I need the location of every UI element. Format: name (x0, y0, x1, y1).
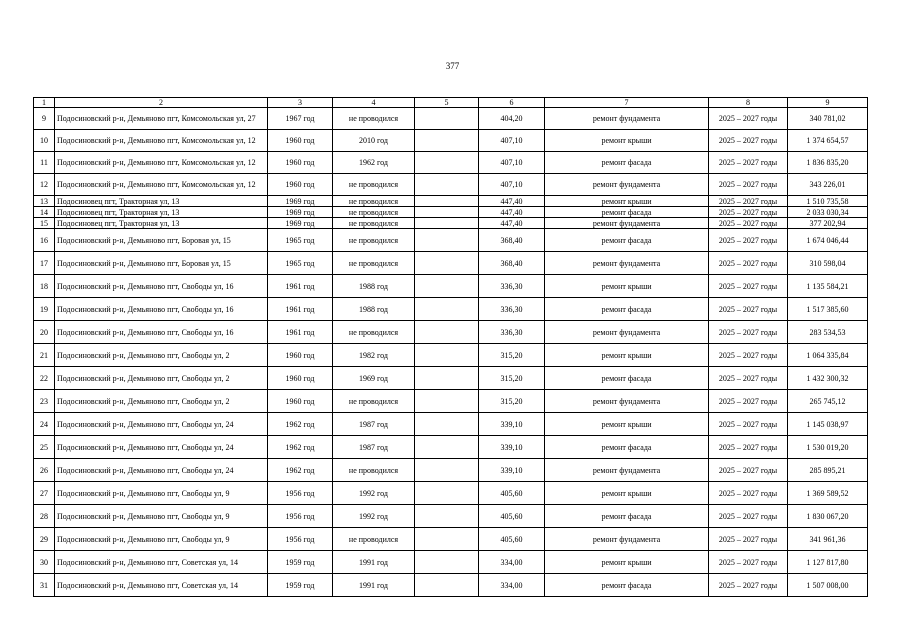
table-row (34, 108, 868, 130)
column-5-cell (415, 152, 479, 174)
column-number-row (34, 98, 868, 108)
construction-year-cell: 1960 год (268, 367, 333, 390)
last-repair-year-cell: не проводился (333, 459, 415, 482)
table-row (34, 574, 868, 597)
row-number: 30 (34, 551, 55, 574)
table-row (34, 196, 868, 207)
table-row (34, 275, 868, 298)
table-row (34, 218, 868, 229)
cost-cell: 265 745,12 (788, 390, 868, 413)
last-repair-year-cell: не проводился (333, 252, 415, 275)
address-cell: Подосиновский р-н, Демьяново пгт, Свободы ул, 16 (55, 298, 268, 321)
area-cell: 339,10 (479, 436, 545, 459)
column-5-cell (415, 528, 479, 551)
period-cell: 2025 – 2027 годы (709, 252, 788, 275)
address-cell: Подосиновец пгт, Тракторная ул, 13 (55, 196, 268, 207)
address-cell: Подосиновский р-н, Демьяново пгт, Свободы ул, 2 (55, 390, 268, 413)
area-cell: 315,20 (479, 344, 545, 367)
table-row (34, 367, 868, 390)
period-cell: 2025 – 2027 годы (709, 275, 788, 298)
table-row (34, 413, 868, 436)
address-cell: Подосиновский р-н, Демьяново пгт, Боровая ул, 15 (55, 252, 268, 275)
area-cell: 336,30 (479, 298, 545, 321)
work-type-cell: ремонт крыши (545, 196, 709, 207)
row-number: 10 (34, 130, 55, 152)
cost-cell: 1 064 335,84 (788, 344, 868, 367)
cost-cell: 1 507 008,00 (788, 574, 868, 597)
column-5-cell (415, 196, 479, 207)
construction-year-cell: 1960 год (268, 344, 333, 367)
period-cell: 2025 – 2027 годы (709, 207, 788, 218)
column-5-cell (415, 390, 479, 413)
area-cell: 315,20 (479, 390, 545, 413)
work-type-cell: ремонт крыши (545, 413, 709, 436)
address-cell: Подосиновский р-н, Демьяново пгт, Свободы ул, 2 (55, 367, 268, 390)
construction-year-cell: 1969 год (268, 196, 333, 207)
row-number: 24 (34, 413, 55, 436)
period-cell: 2025 – 2027 годы (709, 436, 788, 459)
work-type-cell: ремонт крыши (545, 482, 709, 505)
row-number: 17 (34, 252, 55, 275)
row-number: 13 (34, 196, 55, 207)
column-number: 9 (788, 98, 868, 108)
row-number: 14 (34, 207, 55, 218)
last-repair-year-cell: 1982 год (333, 344, 415, 367)
area-cell: 339,10 (479, 459, 545, 482)
column-5-cell (415, 174, 479, 196)
row-number: 25 (34, 436, 55, 459)
area-cell: 447,40 (479, 218, 545, 229)
column-5-cell (415, 482, 479, 505)
period-cell: 2025 – 2027 годы (709, 152, 788, 174)
cost-cell: 377 202,94 (788, 218, 868, 229)
row-number: 23 (34, 390, 55, 413)
work-type-cell: ремонт фундамента (545, 528, 709, 551)
last-repair-year-cell: 1991 год (333, 551, 415, 574)
construction-year-cell: 1962 год (268, 436, 333, 459)
cost-cell: 1 135 584,21 (788, 275, 868, 298)
last-repair-year-cell: 1987 год (333, 413, 415, 436)
area-cell: 334,00 (479, 574, 545, 597)
column-5-cell (415, 551, 479, 574)
last-repair-year-cell: не проводился (333, 174, 415, 196)
work-type-cell: ремонт фундамента (545, 459, 709, 482)
address-cell: Подосиновец пгт, Тракторная ул, 13 (55, 218, 268, 229)
last-repair-year-cell: 2010 год (333, 130, 415, 152)
page-number: 377 (445, 61, 460, 71)
table-row (34, 482, 868, 505)
work-type-cell: ремонт фасада (545, 436, 709, 459)
address-cell: Подосиновский р-н, Демьяново пгт, Комсомольская ул, 12 (55, 152, 268, 174)
cost-cell: 1 369 589,52 (788, 482, 868, 505)
area-cell: 404,20 (479, 108, 545, 130)
table-row (34, 505, 868, 528)
address-cell: Подосиновский р-н, Демьяново пгт, Свободы ул, 2 (55, 344, 268, 367)
work-type-cell: ремонт фундамента (545, 252, 709, 275)
period-cell: 2025 – 2027 годы (709, 551, 788, 574)
table-row (34, 207, 868, 218)
table-row (34, 551, 868, 574)
address-cell: Подосиновский р-н, Демьяново пгт, Комсомольская ул, 12 (55, 174, 268, 196)
cost-cell: 1 127 817,80 (788, 551, 868, 574)
period-cell: 2025 – 2027 годы (709, 344, 788, 367)
row-number: 28 (34, 505, 55, 528)
construction-year-cell: 1956 год (268, 528, 333, 551)
column-number: 2 (55, 98, 268, 108)
area-cell: 334,00 (479, 551, 545, 574)
period-cell: 2025 – 2027 годы (709, 174, 788, 196)
address-cell: Подосиновский р-н, Демьяново пгт, Свободы ул, 9 (55, 528, 268, 551)
cost-cell: 1 510 735,58 (788, 196, 868, 207)
area-cell: 368,40 (479, 229, 545, 252)
table-row (34, 174, 868, 196)
address-cell: Подосиновский р-н, Демьяново пгт, Свободы ул, 9 (55, 505, 268, 528)
area-cell: 405,60 (479, 528, 545, 551)
column-5-cell (415, 436, 479, 459)
cost-cell: 1 374 654,57 (788, 130, 868, 152)
column-5-cell (415, 207, 479, 218)
column-number: 6 (479, 98, 545, 108)
table-body (34, 98, 868, 597)
row-number: 12 (34, 174, 55, 196)
last-repair-year-cell: 1991 год (333, 574, 415, 597)
last-repair-year-cell: не проводился (333, 218, 415, 229)
construction-year-cell: 1967 год (268, 108, 333, 130)
work-type-cell: ремонт фасада (545, 505, 709, 528)
address-cell: Подосиновский р-н, Демьяново пгт, Свободы ул, 16 (55, 321, 268, 344)
cost-cell: 1 432 300,32 (788, 367, 868, 390)
cost-cell: 1 836 835,20 (788, 152, 868, 174)
column-5-cell (415, 344, 479, 367)
area-cell: 407,10 (479, 152, 545, 174)
column-number: 4 (333, 98, 415, 108)
last-repair-year-cell: 1962 год (333, 152, 415, 174)
construction-year-cell: 1960 год (268, 390, 333, 413)
construction-year-cell: 1962 год (268, 413, 333, 436)
table-row (34, 390, 868, 413)
column-5-cell (415, 108, 479, 130)
address-cell: Подосиновский р-н, Демьяново пгт, Свободы ул, 9 (55, 482, 268, 505)
address-cell: Подосиновский р-н, Демьяново пгт, Свободы ул, 24 (55, 413, 268, 436)
area-cell: 336,30 (479, 275, 545, 298)
table-row (34, 528, 868, 551)
address-cell: Подосиновский р-н, Демьяново пгт, Советская ул, 14 (55, 574, 268, 597)
work-type-cell: ремонт фасада (545, 152, 709, 174)
address-cell: Подосиновский р-н, Демьяново пгт, Комсомольская ул, 27 (55, 108, 268, 130)
address-cell: Подосиновский р-н, Демьяново пгт, Свободы ул, 16 (55, 275, 268, 298)
construction-year-cell: 1961 год (268, 321, 333, 344)
cost-cell: 1 530 019,20 (788, 436, 868, 459)
cost-cell: 285 895,21 (788, 459, 868, 482)
area-cell: 447,40 (479, 207, 545, 218)
address-cell: Подосиновский р-н, Демьяново пгт, Боровая ул, 15 (55, 229, 268, 252)
column-5-cell (415, 459, 479, 482)
column-5-cell (415, 298, 479, 321)
last-repair-year-cell: не проводился (333, 321, 415, 344)
period-cell: 2025 – 2027 годы (709, 482, 788, 505)
period-cell: 2025 – 2027 годы (709, 321, 788, 344)
cost-cell: 2 033 030,34 (788, 207, 868, 218)
column-number: 8 (709, 98, 788, 108)
work-type-cell: ремонт фасада (545, 207, 709, 218)
period-cell: 2025 – 2027 годы (709, 130, 788, 152)
construction-year-cell: 1969 год (268, 218, 333, 229)
cost-cell: 1 517 385,60 (788, 298, 868, 321)
last-repair-year-cell: 1992 год (333, 482, 415, 505)
period-cell: 2025 – 2027 годы (709, 505, 788, 528)
work-type-cell: ремонт крыши (545, 344, 709, 367)
work-type-cell: ремонт фасада (545, 229, 709, 252)
row-number: 9 (34, 108, 55, 130)
row-number: 11 (34, 152, 55, 174)
period-cell: 2025 – 2027 годы (709, 108, 788, 130)
table-row (34, 152, 868, 174)
row-number: 29 (34, 528, 55, 551)
period-cell: 2025 – 2027 годы (709, 459, 788, 482)
table-row (34, 321, 868, 344)
last-repair-year-cell: 1988 год (333, 275, 415, 298)
cost-cell: 1 674 046,44 (788, 229, 868, 252)
repair-schedule-table (33, 97, 868, 597)
construction-year-cell: 1961 год (268, 298, 333, 321)
column-5-cell (415, 218, 479, 229)
column-5-cell (415, 252, 479, 275)
column-number: 1 (34, 98, 55, 108)
construction-year-cell: 1965 год (268, 252, 333, 275)
column-5-cell (415, 130, 479, 152)
last-repair-year-cell: 1992 год (333, 505, 415, 528)
column-5-cell (415, 413, 479, 436)
row-number: 18 (34, 275, 55, 298)
row-number: 20 (34, 321, 55, 344)
work-type-cell: ремонт фасада (545, 367, 709, 390)
construction-year-cell: 1959 год (268, 551, 333, 574)
construction-year-cell: 1969 год (268, 207, 333, 218)
row-number: 16 (34, 229, 55, 252)
address-cell: Подосиновский р-н, Демьяново пгт, Свободы ул, 24 (55, 459, 268, 482)
work-type-cell: ремонт крыши (545, 130, 709, 152)
address-cell: Подосиновский р-н, Демьяново пгт, Советская ул, 14 (55, 551, 268, 574)
table-row (34, 130, 868, 152)
work-type-cell: ремонт фундамента (545, 390, 709, 413)
cost-cell: 310 598,04 (788, 252, 868, 275)
area-cell: 407,10 (479, 130, 545, 152)
work-type-cell: ремонт фундамента (545, 108, 709, 130)
area-cell: 447,40 (479, 196, 545, 207)
column-number: 7 (545, 98, 709, 108)
last-repair-year-cell: не проводился (333, 229, 415, 252)
column-5-cell (415, 275, 479, 298)
last-repair-year-cell: не проводился (333, 196, 415, 207)
column-5-cell (415, 229, 479, 252)
period-cell: 2025 – 2027 годы (709, 196, 788, 207)
row-number: 26 (34, 459, 55, 482)
work-type-cell: ремонт крыши (545, 275, 709, 298)
column-5-cell (415, 505, 479, 528)
column-5-cell (415, 574, 479, 597)
area-cell: 339,10 (479, 413, 545, 436)
period-cell: 2025 – 2027 годы (709, 413, 788, 436)
last-repair-year-cell: не проводился (333, 207, 415, 218)
construction-year-cell: 1965 год (268, 229, 333, 252)
cost-cell: 1 145 038,97 (788, 413, 868, 436)
work-type-cell: ремонт фундамента (545, 174, 709, 196)
period-cell: 2025 – 2027 годы (709, 229, 788, 252)
table-row (34, 436, 868, 459)
work-type-cell: ремонт крыши (545, 551, 709, 574)
period-cell: 2025 – 2027 годы (709, 390, 788, 413)
area-cell: 336,30 (479, 321, 545, 344)
period-cell: 2025 – 2027 годы (709, 218, 788, 229)
address-cell: Подосиновский р-н, Демьяново пгт, Комсомольская ул, 12 (55, 130, 268, 152)
row-number: 27 (34, 482, 55, 505)
work-type-cell: ремонт фундамента (545, 218, 709, 229)
last-repair-year-cell: 1969 год (333, 367, 415, 390)
cost-cell: 283 534,53 (788, 321, 868, 344)
row-number: 22 (34, 367, 55, 390)
period-cell: 2025 – 2027 годы (709, 298, 788, 321)
construction-year-cell: 1959 год (268, 574, 333, 597)
construction-year-cell: 1960 год (268, 152, 333, 174)
cost-cell: 343 226,01 (788, 174, 868, 196)
address-cell: Подосиновский р-н, Демьяново пгт, Свободы ул, 24 (55, 436, 268, 459)
cost-cell: 340 781,02 (788, 108, 868, 130)
table-row (34, 344, 868, 367)
table-row (34, 459, 868, 482)
construction-year-cell: 1956 год (268, 482, 333, 505)
last-repair-year-cell: 1988 год (333, 298, 415, 321)
period-cell: 2025 – 2027 годы (709, 574, 788, 597)
last-repair-year-cell: не проводился (333, 390, 415, 413)
last-repair-year-cell: 1987 год (333, 436, 415, 459)
construction-year-cell: 1962 год (268, 459, 333, 482)
column-number: 5 (415, 98, 479, 108)
area-cell: 368,40 (479, 252, 545, 275)
cost-cell: 1 830 067,20 (788, 505, 868, 528)
period-cell: 2025 – 2027 годы (709, 367, 788, 390)
area-cell: 407,10 (479, 174, 545, 196)
table-row (34, 298, 868, 321)
construction-year-cell: 1961 год (268, 275, 333, 298)
construction-year-cell: 1956 год (268, 505, 333, 528)
period-cell: 2025 – 2027 годы (709, 528, 788, 551)
work-type-cell: ремонт фасада (545, 574, 709, 597)
area-cell: 405,60 (479, 482, 545, 505)
work-type-cell: ремонт фундамента (545, 321, 709, 344)
row-number: 19 (34, 298, 55, 321)
construction-year-cell: 1960 год (268, 174, 333, 196)
address-cell: Подосиновец пгт, Тракторная ул, 13 (55, 207, 268, 218)
row-number: 31 (34, 574, 55, 597)
area-cell: 405,60 (479, 505, 545, 528)
area-cell: 315,20 (479, 367, 545, 390)
row-number: 21 (34, 344, 55, 367)
work-type-cell: ремонт фасада (545, 298, 709, 321)
row-number: 15 (34, 218, 55, 229)
column-number: 3 (268, 98, 333, 108)
table-row (34, 252, 868, 275)
table-row (34, 229, 868, 252)
construction-year-cell: 1960 год (268, 130, 333, 152)
last-repair-year-cell: не проводился (333, 108, 415, 130)
last-repair-year-cell: не проводился (333, 528, 415, 551)
column-5-cell (415, 321, 479, 344)
column-5-cell (415, 367, 479, 390)
cost-cell: 341 961,36 (788, 528, 868, 551)
